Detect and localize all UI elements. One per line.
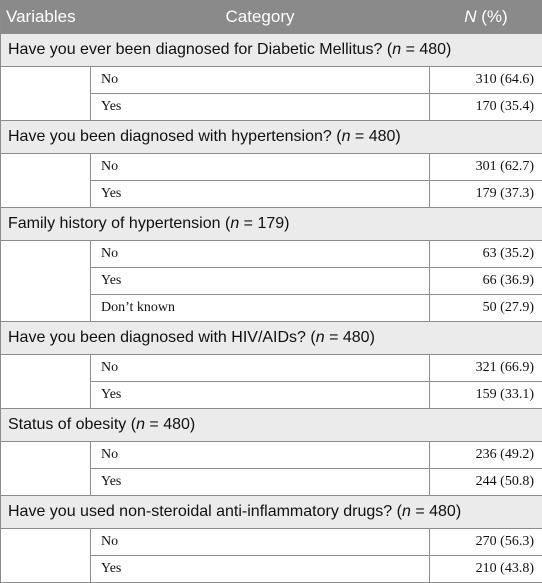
- category-cell: Yes: [91, 382, 430, 409]
- value-cell: 66 (36.9): [430, 268, 542, 295]
- table-row: [1, 241, 542, 268]
- category-cell: Yes: [91, 268, 430, 295]
- header-n-label: N: [464, 7, 476, 26]
- category-cell: No: [91, 241, 430, 268]
- value-cell: 170 (35.4): [430, 94, 542, 121]
- value-cell: 210 (43.8): [430, 556, 542, 583]
- category-cell: Yes: [91, 181, 430, 208]
- value-cell: 50 (27.9): [430, 295, 542, 322]
- category-cell: No: [91, 529, 430, 556]
- category-cell: Yes: [91, 556, 430, 583]
- question-text: Have you been diagnosed with hypertension?: [8, 128, 332, 145]
- section-question: [1, 409, 542, 442]
- section-header-row: [1, 121, 542, 154]
- header-n-percent: [430, 1, 542, 34]
- section-question: [1, 121, 542, 154]
- question-text: Status of obesity: [8, 416, 126, 433]
- section-question: [1, 208, 542, 241]
- variables-cell: [1, 442, 91, 496]
- variables-cell: [1, 67, 91, 121]
- section-header-row: [1, 34, 542, 67]
- category-cell: No: [91, 355, 430, 382]
- question-text: Have you ever been diagnosed for Diabetic Mellitus?: [8, 41, 382, 58]
- section-header-row: [1, 322, 542, 355]
- sample-size-text: (n = 480): [131, 416, 196, 433]
- variables-cell: [1, 154, 91, 208]
- value-cell: 159 (33.1): [430, 382, 542, 409]
- question-text: Have you been diagnosed with HIV/AIDs?: [8, 329, 306, 346]
- value-cell: 63 (35.2): [430, 241, 542, 268]
- value-cell: 310 (64.6): [430, 67, 542, 94]
- section-question: [1, 34, 542, 67]
- value-cell: 244 (50.8): [430, 469, 542, 496]
- question-text: Family history of hypertension: [8, 215, 221, 232]
- table-row: [1, 529, 542, 556]
- table-row: [1, 67, 542, 94]
- value-cell: 321 (66.9): [430, 355, 542, 382]
- question-text: Have you used non-steroidal anti-inflammatory drugs?: [8, 503, 392, 520]
- category-cell: No: [91, 67, 430, 94]
- sample-size-text: (n = 480): [397, 503, 462, 520]
- header-variables: Variables: [1, 1, 91, 34]
- variables-cell: [1, 355, 91, 409]
- variables-cell: [1, 529, 91, 583]
- table-header-row: [1, 1, 542, 34]
- category-cell: Yes: [91, 94, 430, 121]
- section-header-row: [1, 496, 542, 529]
- category-cell: Yes: [91, 469, 430, 496]
- header-n-suffix: (%): [477, 7, 508, 26]
- value-cell: 301 (62.7): [430, 154, 542, 181]
- category-cell: No: [91, 442, 430, 469]
- table-row: [1, 355, 542, 382]
- section-header-row: [1, 409, 542, 442]
- section-question: [1, 322, 542, 355]
- header-category: Category: [91, 1, 430, 34]
- variables-cell: [1, 241, 91, 322]
- table-row: [1, 442, 542, 469]
- category-cell: No: [91, 154, 430, 181]
- value-cell: 236 (49.2): [430, 442, 542, 469]
- sample-size-text: (n = 480): [310, 329, 375, 346]
- sample-size-text: (n = 480): [387, 41, 452, 58]
- value-cell: 270 (56.3): [430, 529, 542, 556]
- section-header-row: [1, 208, 542, 241]
- section-question: [1, 496, 542, 529]
- value-cell: 179 (37.3): [430, 181, 542, 208]
- sample-size-text: (n = 480): [336, 128, 401, 145]
- sample-size-text: (n = 179): [225, 215, 290, 232]
- table-row: [1, 154, 542, 181]
- category-cell: Don’t known: [91, 295, 430, 322]
